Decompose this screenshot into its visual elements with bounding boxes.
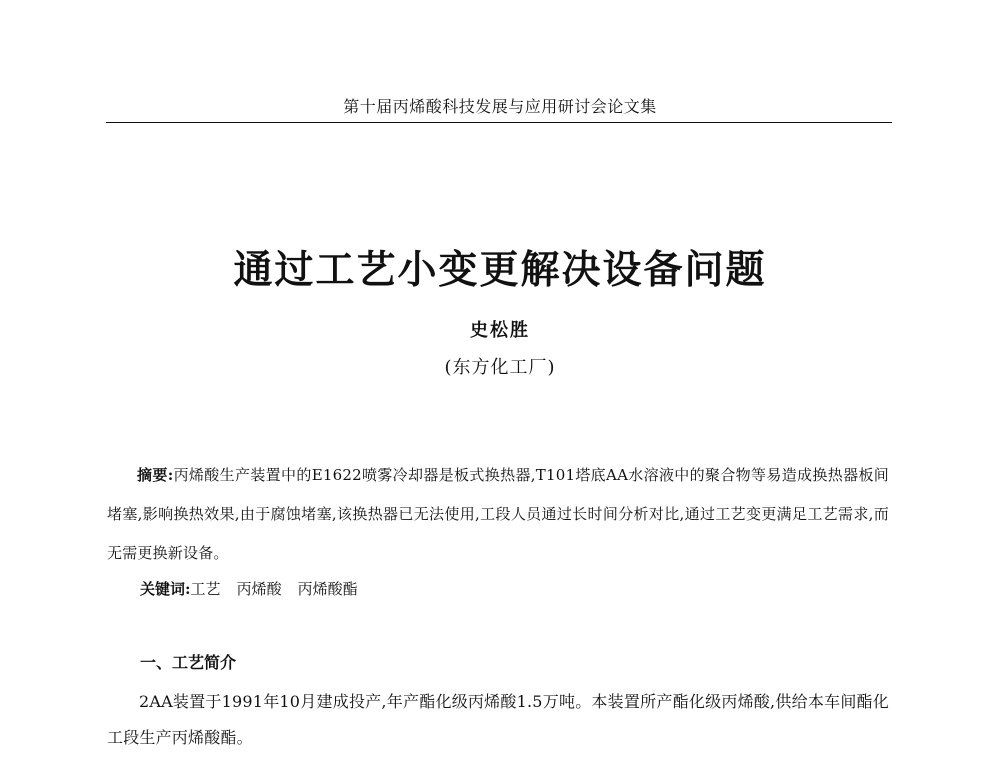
abstract-text: 丙烯酸生产装置中的E1622喷雾冷却器是板式换热器,T101塔底AA水溶液中的聚合物等易造成换热器板间堵塞,影响换热效果,由于腐蚀堵塞,该换热器已无法使用,工段人员通过长时间分析对比,通过工艺变更满足工艺需求,而无需更换新设备。: [107, 466, 889, 562]
keywords-line: [140, 574, 860, 604]
section-heading: 一、工艺简介: [140, 653, 237, 672]
abstract-label: 摘要:: [137, 466, 174, 484]
keywords-label: 关键词:: [140, 580, 191, 598]
section-paragraph: 2AA装置于1991年10月建成投产,年产酯化级丙烯酸1.5万吨。本装置所产酯化级丙烯酸,供给本车间酯化工段生产丙烯酸酯。: [107, 692, 889, 747]
header-rule: [106, 122, 892, 123]
author-name: 史松胜: [470, 320, 530, 341]
keyword-item: 工艺: [190, 580, 221, 598]
abstract-paragraph: [107, 456, 889, 573]
running-header: [0, 94, 1000, 117]
paper-title: 通过工艺小变更解决设备问题: [233, 248, 767, 293]
keyword-item: 丙烯酸酯: [297, 580, 358, 598]
proceedings-title: 第十届丙烯酸科技发展与应用研讨会论文集: [343, 97, 657, 116]
author-affiliation: (东方化工厂): [444, 357, 556, 378]
keyword-item: 丙烯酸: [236, 580, 282, 598]
